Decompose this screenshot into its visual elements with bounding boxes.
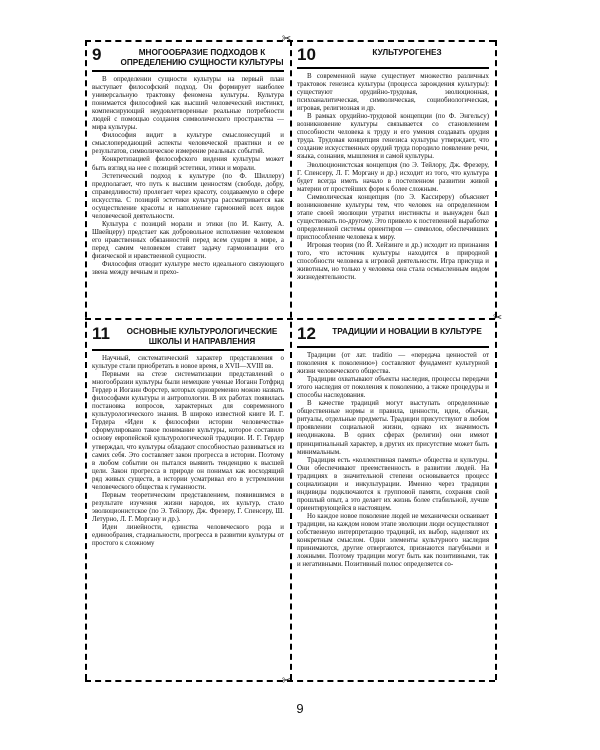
paragraph: Игровая теория (по Й. Хейзинге и др.) исходит из признания того, что источник культуры находится в природной способности человека к игровой деятельности. Игра присуща и животным, но только у человека она стала осмысленным видом жизнедеятельности. bbox=[297, 241, 489, 282]
card-number: 11 bbox=[92, 324, 110, 343]
paragraph: Конкретизацией философского видения культуры может быть взгляд на нее с позиций эстетики, этики и морали. bbox=[92, 156, 284, 172]
card-header bbox=[92, 44, 284, 72]
paragraph: Научный, систематический характер представления о культуре стали приобретать в новое время, в XVII—XVIII вв. bbox=[92, 355, 284, 371]
paragraph: Первым теоретическим представлением, появившимся в результате изучения жизни народов, их культур, стало эволюционистское (по Э. Тейлору, Дж. Фрезеру, Г. Спенсеру, Ш. Летурно, Л. Г. Моргану и др.). bbox=[92, 491, 284, 523]
card-12 bbox=[297, 323, 489, 675]
paragraph: Традиции (от лат. traditio — «передача ценностей от поколения к поколению») составляют фундамент культурной жизни человеческого общества. bbox=[297, 352, 489, 376]
paragraph: В современной науке существует множество различных трактовок генезиса культуры (процесса зарождения культуры): существуют орудийно-трудовая, эволюционная, психоаналитическая, символическая, социобиологическая, игровая, религиозная и др. bbox=[297, 73, 489, 113]
paragraph: В определении сущности культуры на первый план выступает философский подход. Он формирует наиболее универсальную трактовку феномена культуры. Культура понимается философией как высший человеческий инстинкт, компенсирующий неудовлетворенные реальные потребности людей с помощью создания символического пространства — мира культуры. bbox=[92, 76, 284, 132]
card-title: ТРАДИЦИИ И НОВАЦИИ В КУЛЬТУРЕ bbox=[332, 327, 482, 336]
card-9 bbox=[92, 44, 284, 314]
scissors-icon: ✂ bbox=[493, 311, 503, 324]
paragraph: Символическая концепция (по Э. Кассиреру) объясняет возникновение культуры тем, что человек на определенном этапе своей эволюции утратил инстинкты и вынужден был существовать по-другому. Это привело к постепенной выработке определенной системы ориентиров — символов, обеспечивших приспособление человека к миру. bbox=[297, 193, 489, 241]
card-grid bbox=[85, 40, 495, 680]
card-body bbox=[92, 76, 284, 277]
card-10 bbox=[297, 44, 489, 314]
cut-line-right bbox=[495, 40, 497, 680]
paragraph: Идеи линейности, единства человеческого рода и единообразия, стадиальности, прогресса в развитии культуры от простого к сложному bbox=[92, 523, 284, 548]
paragraph: Эстетический подход к культуре (по Ф. Шиллеру) предполагает, что путь к высшим ценностям (свободе, добру, справедливости) пролегает через красоту, создаваемую в сфере искусства. С позиций эстетики культура рассматривается как осуществление красоты и наполнение гармонией всех видов человеческой деятельности. bbox=[92, 172, 284, 220]
card-title: ОСНОВНЫЕ КУЛЬТУРОЛОГИЧЕСКИЕ ШКОЛЫ И НАПРАВЛЕНИЯ bbox=[126, 327, 278, 346]
paragraph: В качестве традиций могут выступать определенные общественные нормы и правила, ценности, идеи, обычаи, ритуалы, отдельные предметы. Традиции присутствуют в любом проявлении социальной жизни, однако их значимость неодинакова. В одних сферах (религии) они имеют принципиальный характер, в других их присутствие может быть минимальным. bbox=[297, 400, 489, 456]
paragraph: Но каждое новое поколение людей не механически осваивает традиции, на каждом новом этапе эволюции люди осуществляют собственную интерпретацию традиций, их выбор, наделяют их конкретным смыслом. Одни элементы культурного наследия принимаются, другие отвергаются, признаются пагубными и ложными. Поэтому традиции могут быть как позитивными, так и негативными. Позитивный полюс определяется со- bbox=[297, 512, 489, 569]
paragraph: Философия отводит культуре место идеального связующего звена между вечным и прехо- bbox=[92, 261, 284, 277]
cut-line-left bbox=[85, 40, 87, 680]
card-body bbox=[92, 355, 284, 548]
card-number: 10 bbox=[297, 45, 316, 64]
card-header bbox=[297, 44, 489, 69]
card-title: МНОГООБРАЗИЕ ПОДХОДОВ К ОПРЕДЕЛЕНИЮ СУЩНОСТИ КУЛЬТУРЫ bbox=[120, 48, 284, 67]
card-number: 9 bbox=[92, 45, 102, 64]
scissors-icon: ✂ bbox=[282, 674, 292, 687]
cut-line-center bbox=[290, 40, 292, 680]
paragraph: Философия видит в культуре смыслонесущий и смыслопередающий аспекты человеческой практики и ее результатов, символическое измерение реальных событий. bbox=[92, 132, 284, 156]
paragraph: Традиция есть «коллективная память» общества и культуры. Они обеспечивают преемственность в развитии людей. На традициях в значительной степени основывается процесс социализации и инкультурации. Именно через традиции индивиды подключаются к групповой памяти, сохраняя свой прошлый опыт, а это делает их жизнь более стабильной, лучше ориентирующейся в настоящем. bbox=[297, 456, 489, 512]
paragraph: Эволюционистская концепция (по Э. Тейлору, Дж. Фрезеру, Г. Спенсеру, Л. Г. Моргану и др.) исходит из того, что культура будет всегда иметь начало в постепенном развитии живой материи от простейших форм к более сложным. bbox=[297, 161, 489, 193]
paragraph: Первыми на стезе систематизации представлений о многообразии культуры были немецкие ученые Иоганн Готфрид Гердер и Иоганн Форстер, которых одновременно можно назвать философами культуры и антропологии. В их работах появилась постановка вопросов, характерных для современного культурологического знания. В широко известной книге И. Г. Гердера «Идеи к философии истории человечества» сформулировано такое понимание культуры, которое составило основу европейской культурологической традиции. И. Г. Гердер утверждал, что культуры обладают способностью развиваться из самих себя. Это составляет закон прогресса в истории. Поэтому в любом событии он пытался выявить тенденцию к высшей цели. Закон прогресса в природе он понимал как восходящий ряд живых существ, в истории усматривал его в устремлении человеческого общества к гуманности. bbox=[92, 371, 284, 491]
card-title: КУЛЬТУРОГЕНЕЗ bbox=[372, 48, 442, 57]
page-number: 9 bbox=[296, 701, 304, 716]
card-body bbox=[297, 73, 489, 282]
card-header bbox=[297, 323, 489, 348]
card-11 bbox=[92, 323, 284, 675]
card-number: 12 bbox=[297, 324, 316, 343]
paragraph: Культура с позиций морали и этики (по И. Канту, А. Швейцеру) предстает как добровольное исполнение человеком его нравственных обязанностей перед всем сущим в мире, а перед самим человеком ставит задачу гармонизации его физической и нравственной сущности. bbox=[92, 220, 284, 261]
card-body bbox=[297, 352, 489, 569]
paragraph: В рамках орудийно-трудовой концепции (по Ф. Энгельсу) возникновение культуры связывается со становлением способности человека к труду и его умения создавать орудия труда. Трудовая концепция генезиса культуры утверждает, что создание искусственных орудий труда породило появление речи, языка, сознания, мышления и самой культуры. bbox=[297, 113, 489, 161]
card-header bbox=[92, 323, 284, 351]
scissors-icon: ✂ bbox=[282, 32, 292, 45]
paragraph: Традиции охватывают объекты наследия, процессы передачи этого наследия от поколения к поколению, а также процедуры и способы наследования. bbox=[297, 376, 489, 400]
